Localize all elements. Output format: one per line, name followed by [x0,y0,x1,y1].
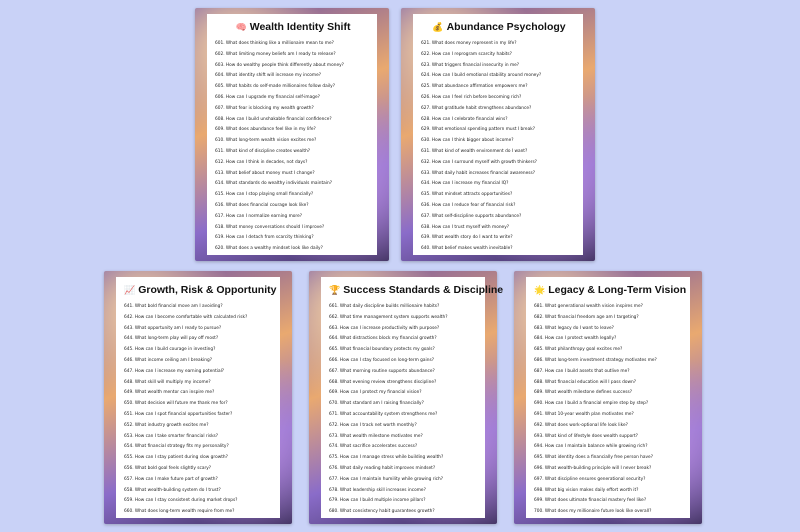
list-item: 631. What kind of wealth environment do I want? [421,148,528,154]
list-item: 655. How can I stay patient during slow growth? [124,455,228,461]
list-item: 633. What daily habit increases financial awareness? [421,170,536,176]
list-item: 686. What long-term investment strategy motivates me? [534,357,657,363]
list-item: 664. What distractions block my financial growth? [329,336,437,342]
list-item: 682. What financial freedom age am I targeting? [534,314,639,320]
list-item: 626. How can I feel rich before becoming rich? [421,94,522,100]
list-item: 681. What generational wealth vision inspires me? [534,304,643,309]
list-item: 606. How can I upgrade my financial self-image? [215,94,320,100]
list-item: 637. What self-discipline supports abundance? [421,213,522,219]
list-item: 662. What time management system supports wealth? [329,314,448,320]
list-item: 646. What income ceiling am I breaking? [124,357,213,363]
list-item: 670. What standard am I raising financially? [329,401,424,407]
list-item: 643. What opportunity am I ready to pursue? [124,325,222,331]
list-item: 605. What habits do self-made millionaires follow daily? [215,84,336,90]
card-title-text: Growth, Risk & Opportunity [138,284,277,296]
list-item: 677. How can I maintain humility while growing rich? [329,476,444,482]
card-title-text: Abundance Psychology [446,21,566,33]
list-item: 695. What identity does a financially free person have? [534,455,653,461]
list-item: 700. What does my millionaire future look like overall? [534,509,652,515]
list-item: 658. What wealth-building system do I trust? [124,487,221,493]
list-item: 679. How can I build multiple income pillars? [329,498,426,504]
list-item: 647. How can I increase my earning potential? [124,368,225,374]
worksheet-card-success-standards [309,271,504,524]
list-item: 698. What big vision makes daily effort worth it? [534,487,639,493]
list-item: 636. How can I reduce fear of financial risk? [421,202,516,208]
chart-up-icon: 📈 [124,285,136,295]
worksheet-page [207,14,377,255]
list-item: 667. What morning routine supports abundance? [329,368,435,374]
list-item: 648. What skill will multiply my income? [124,379,211,385]
worksheet-card-wealth-identity [195,8,389,261]
list-item: 688. What financial education will I pass down? [534,379,636,385]
list-item: 607. What fear is blocking my wealth growth? [215,105,314,111]
list-item: 639. What wealth story do I want to write? [421,235,513,241]
list-item: 627. What gratitude habit strengthens abundance? [421,105,532,111]
list-item: 656. What bold goal feels slightly scary? [124,465,212,471]
list-item: 617. How can I normalize earning more? [215,213,303,219]
list-item: 672. How can I track net worth monthly? [329,422,417,428]
list-item: 603. How do wealthy people think differently about money? [215,62,344,68]
list-item: 608. How can I build unshakable financial confidence? [215,116,332,122]
list-item: 613. What belief about money must I change? [215,170,315,176]
worksheet-page [116,277,280,518]
list-item: 697. What discipline ensures generational security? [534,476,646,482]
list-item: 678. What leadership skill increases income? [329,487,426,493]
list-item: 622. How can I reprogram scarcity habits? [421,51,512,57]
list-item: 675. How can I manage stress while building wealth? [329,455,444,461]
list-item: 691. What 10-year wealth plan motivates me? [534,411,634,417]
prompt-list [215,39,371,255]
list-item: 694. How can I maintain balance while growing rich? [534,444,648,450]
list-item: 611. What kind of discipline creates wealth? [215,148,311,154]
trophy-icon: 🏆 [329,285,341,295]
list-item: 644. What long-term play will pay off most? [124,336,219,342]
list-item: 685. What philanthropy goal excites me? [534,347,623,353]
list-item: 653. How can I take smarter financial risks? [124,433,219,439]
card-title [329,284,504,296]
list-item: 651. How can I spot financial opportunities faster? [124,411,233,417]
list-item: 625. What abundance affirmation empowers me? [421,84,528,90]
card-title-text: Legacy & Long-Term Vision [548,284,687,296]
list-item: 618. What money conversations should I improve? [215,224,325,230]
list-item: 676. What daily reading habit improves mindset? [329,465,436,471]
list-item: 604. What identity shift will increase my income? [215,73,322,79]
list-item: 680. What consistency habit guarantees growth? [329,509,435,515]
list-item: 671. What accountability system strengthens me? [329,411,438,417]
worksheet-page [321,277,504,518]
card-title [534,284,687,296]
list-item: 609. What does abundance feel like in my life? [215,127,316,133]
card-title [124,284,277,296]
list-item: 696. What wealth-building principle will I never break? [534,465,652,471]
list-item: 649. What wealth mentor can inspire me? [124,390,215,396]
list-item: 601. What does thinking like a millionaire mean to me? [215,41,334,46]
list-item: 684. How can I protect wealth legally? [534,336,617,342]
prompt-list [329,302,479,518]
list-item: 634. How can I increase my financial IQ? [421,181,509,187]
list-item: 616. What does financial courage look like? [215,202,309,208]
list-item: 669. How can I protect my financial vision? [329,390,422,396]
prompt-list [124,302,274,518]
list-item: 668. What evening review strengthens discipline? [329,379,437,385]
card-title [421,21,577,33]
list-item: 624. How can I build emotional stability around money? [421,73,542,79]
list-item: 615. How can I stop playing small financially? [215,192,314,198]
list-item: 654. What financial strategy fits my personality? [124,444,229,450]
list-item: 632. How can I surround myself with growth thinkers? [421,159,537,165]
prompt-list [534,302,684,518]
list-item: 642. How can I become comfortable with calculated risk? [124,314,248,320]
star-icon: 🌟 [534,285,546,295]
list-item: 674. What sacrifice accelerates success? [329,444,418,450]
card-title [215,21,371,33]
list-item: 689. What wealth milestone defines success? [534,390,632,396]
money-bag-icon: 💰 [432,22,444,32]
list-item: 652. What industry growth excites me? [124,422,209,428]
list-item: 612. How can I think in decades, not days? [215,159,308,165]
brain-icon: 🧠 [235,22,247,32]
list-item: 673. What wealth milestone motivates me? [329,433,423,439]
list-item: 638. How can I trust myself with money? [421,224,510,230]
list-item: 645. How can I build courage in investing? [124,347,216,353]
worksheet-page [413,14,583,255]
list-item: 692. What does work-optional life look like? [534,422,628,428]
list-item: 693. What kind of lifestyle does wealth support? [534,433,638,439]
list-item: 619. How can I detach from scarcity thinking? [215,235,314,241]
list-item: 660. What does long-term wealth require from me? [124,509,235,515]
list-item: 628. How can I celebrate financial wins? [421,116,508,122]
list-item: 640. What belief makes wealth inevitable? [421,246,513,252]
list-item: 614. What standards do wealthy individuals maintain? [215,181,332,187]
card-title-text: Wealth Identity Shift [249,21,351,33]
list-item: 683. What legacy do I want to leave? [534,325,614,331]
list-item: 621. What does money represent in my life? [421,41,517,46]
list-item: 630. How can I think bigger about income? [421,138,514,144]
list-item: 661. What daily discipline builds millionaire habits? [329,304,440,309]
list-item: 666. How can I stay focused on long-term gains? [329,357,434,363]
worksheet-page [526,277,690,518]
list-item: 620. What does a wealthy mindset look like daily? [215,246,323,252]
list-item: 690. How can I build a financial empire step by step? [534,401,649,407]
list-item: 635. What mindset attracts opportunities? [421,192,513,198]
list-item: 602. What limiting money beliefs am I ready to release? [215,51,336,57]
list-item: 699. What does ultimate financial mastery feel like? [534,498,647,504]
list-item: 623. What triggers financial insecurity in me? [421,62,520,68]
list-item: 665. What financial boundary protects my goals? [329,347,435,353]
list-item: 641. What bold financial move am I avoiding? [124,304,223,309]
card-title-text: Success Standards & Discipline [343,284,504,296]
list-item: 650. What decision will future me thank me for? [124,401,228,407]
list-item: 659. How can I stay consistent during market drops? [124,498,238,504]
list-item: 663. How can I increase productivity with purpose? [329,325,440,331]
list-item: 657. How can I make future part of growth? [124,476,218,482]
list-item: 610. What long-term wealth vision excites me? [215,138,317,144]
list-item: 687. How can I build assets that outlive me? [534,368,630,374]
list-item: 629. What emotional spending pattern must I break? [421,127,535,133]
worksheet-card-growth-risk [104,271,292,524]
worksheet-card-abundance [401,8,595,261]
prompt-list [421,39,577,255]
worksheet-card-legacy [514,271,702,524]
